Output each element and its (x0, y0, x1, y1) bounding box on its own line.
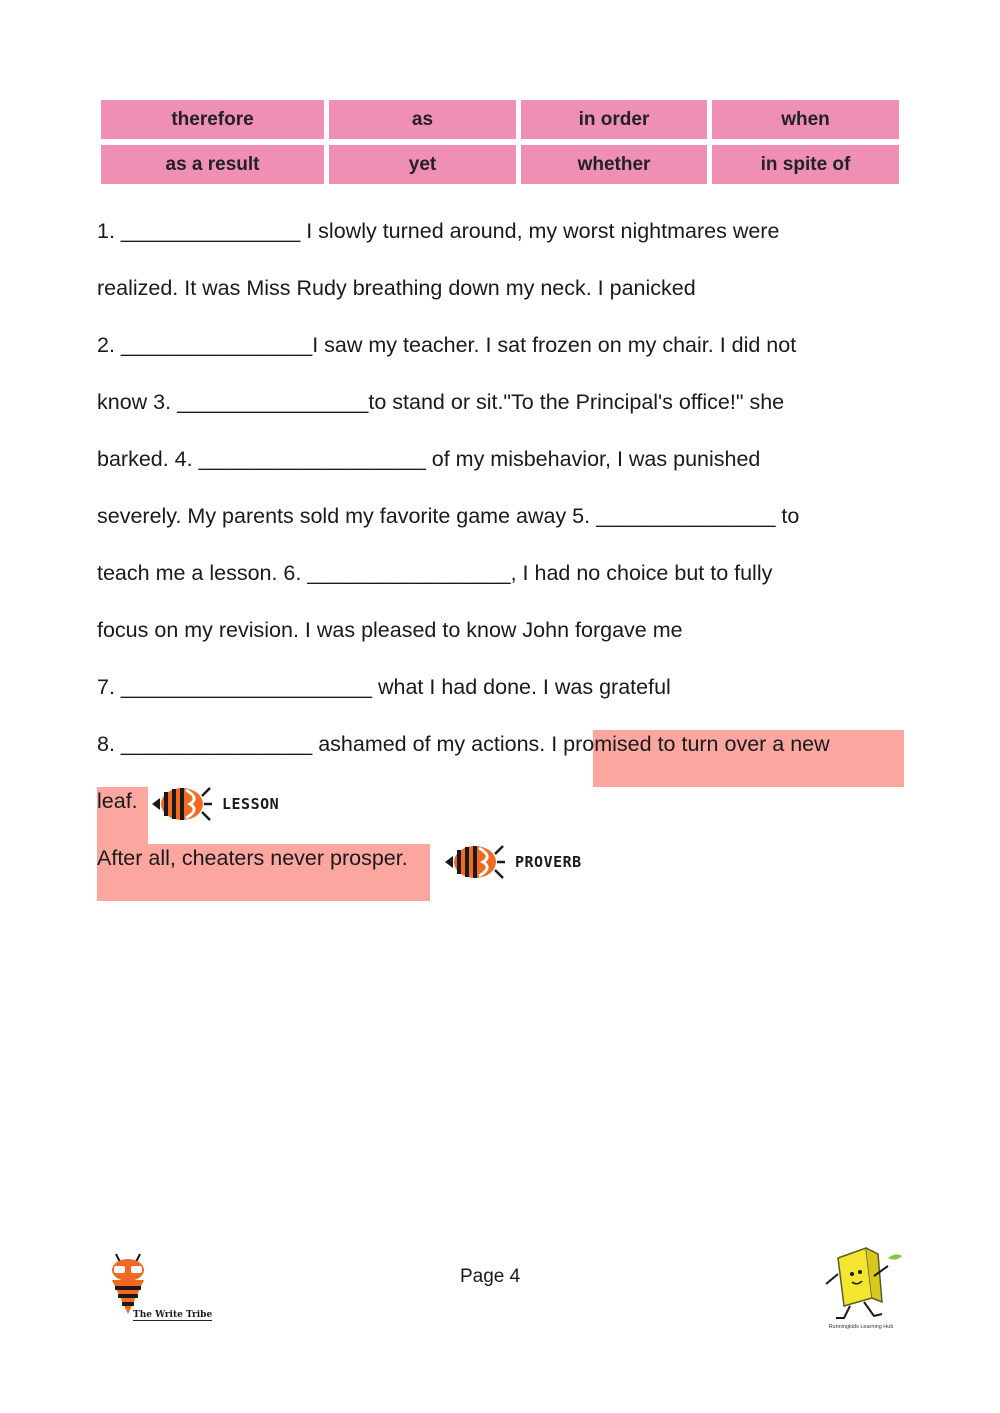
page-number: Page 4 (460, 1266, 521, 1287)
passage-line-4: know 3. ________________to stand or sit."To the Principal's office!" she (97, 390, 785, 414)
bee-icon (443, 840, 509, 884)
passage-line-8: focus on my revision. I was pleased to know John forgave me (97, 618, 683, 642)
runningkids-logo (808, 1244, 908, 1344)
passage-line-11: leaf. (97, 789, 138, 813)
passage-line-2: realized. It was Miss Rudy breathing down my neck. I panicked (97, 276, 696, 300)
passage-line-10: 8. ________________ ashamed of my actions. I promised to turn over a new (97, 732, 830, 756)
word-bank-row-2 (101, 145, 901, 184)
lesson-tag (150, 782, 279, 826)
word-bank (101, 100, 901, 190)
word-option: in order (521, 100, 707, 139)
word-option: in spite of (712, 145, 899, 184)
passage-line-5: barked. 4. ___________________ of my misbehavior, I was punished (97, 447, 761, 471)
write-tribe-logo-text: The Write Tribe (133, 1310, 213, 1320)
runningkids-logo-text: Runningkids Learning Hub (828, 1324, 894, 1330)
passage-line-6: severely. My parents sold my favorite game away 5. _______________ to (97, 504, 800, 528)
proverb-tag (443, 840, 582, 884)
passage-line-7: teach me a lesson. 6. _________________, I had no choice but to fully (97, 561, 773, 585)
word-option: as (329, 100, 516, 139)
passage-line-3: 2. ________________I saw my teacher. I sat frozen on my chair. I did not (97, 333, 797, 357)
proverb-tag-label: PROVERB (515, 853, 582, 871)
word-option: when (712, 100, 899, 139)
word-option: therefore (101, 100, 324, 139)
word-option: whether (521, 145, 707, 184)
write-tribe-logo (100, 1250, 213, 1330)
word-option: yet (329, 145, 516, 184)
passage-line-12: After all, cheaters never prosper. (97, 846, 408, 870)
word-bank-row-1 (101, 100, 901, 139)
word-option: as a result (101, 145, 324, 184)
lesson-tag-label: LESSON (222, 795, 280, 813)
bee-mascot-icon (100, 1250, 160, 1316)
passage-line-1: 1. _______________ I slowly turned around, my worst nightmares were (97, 219, 780, 243)
bee-icon (150, 782, 216, 826)
running-book-icon (808, 1244, 908, 1324)
passage-line-9: 7. _____________________ what I had done. I was grateful (97, 675, 671, 699)
